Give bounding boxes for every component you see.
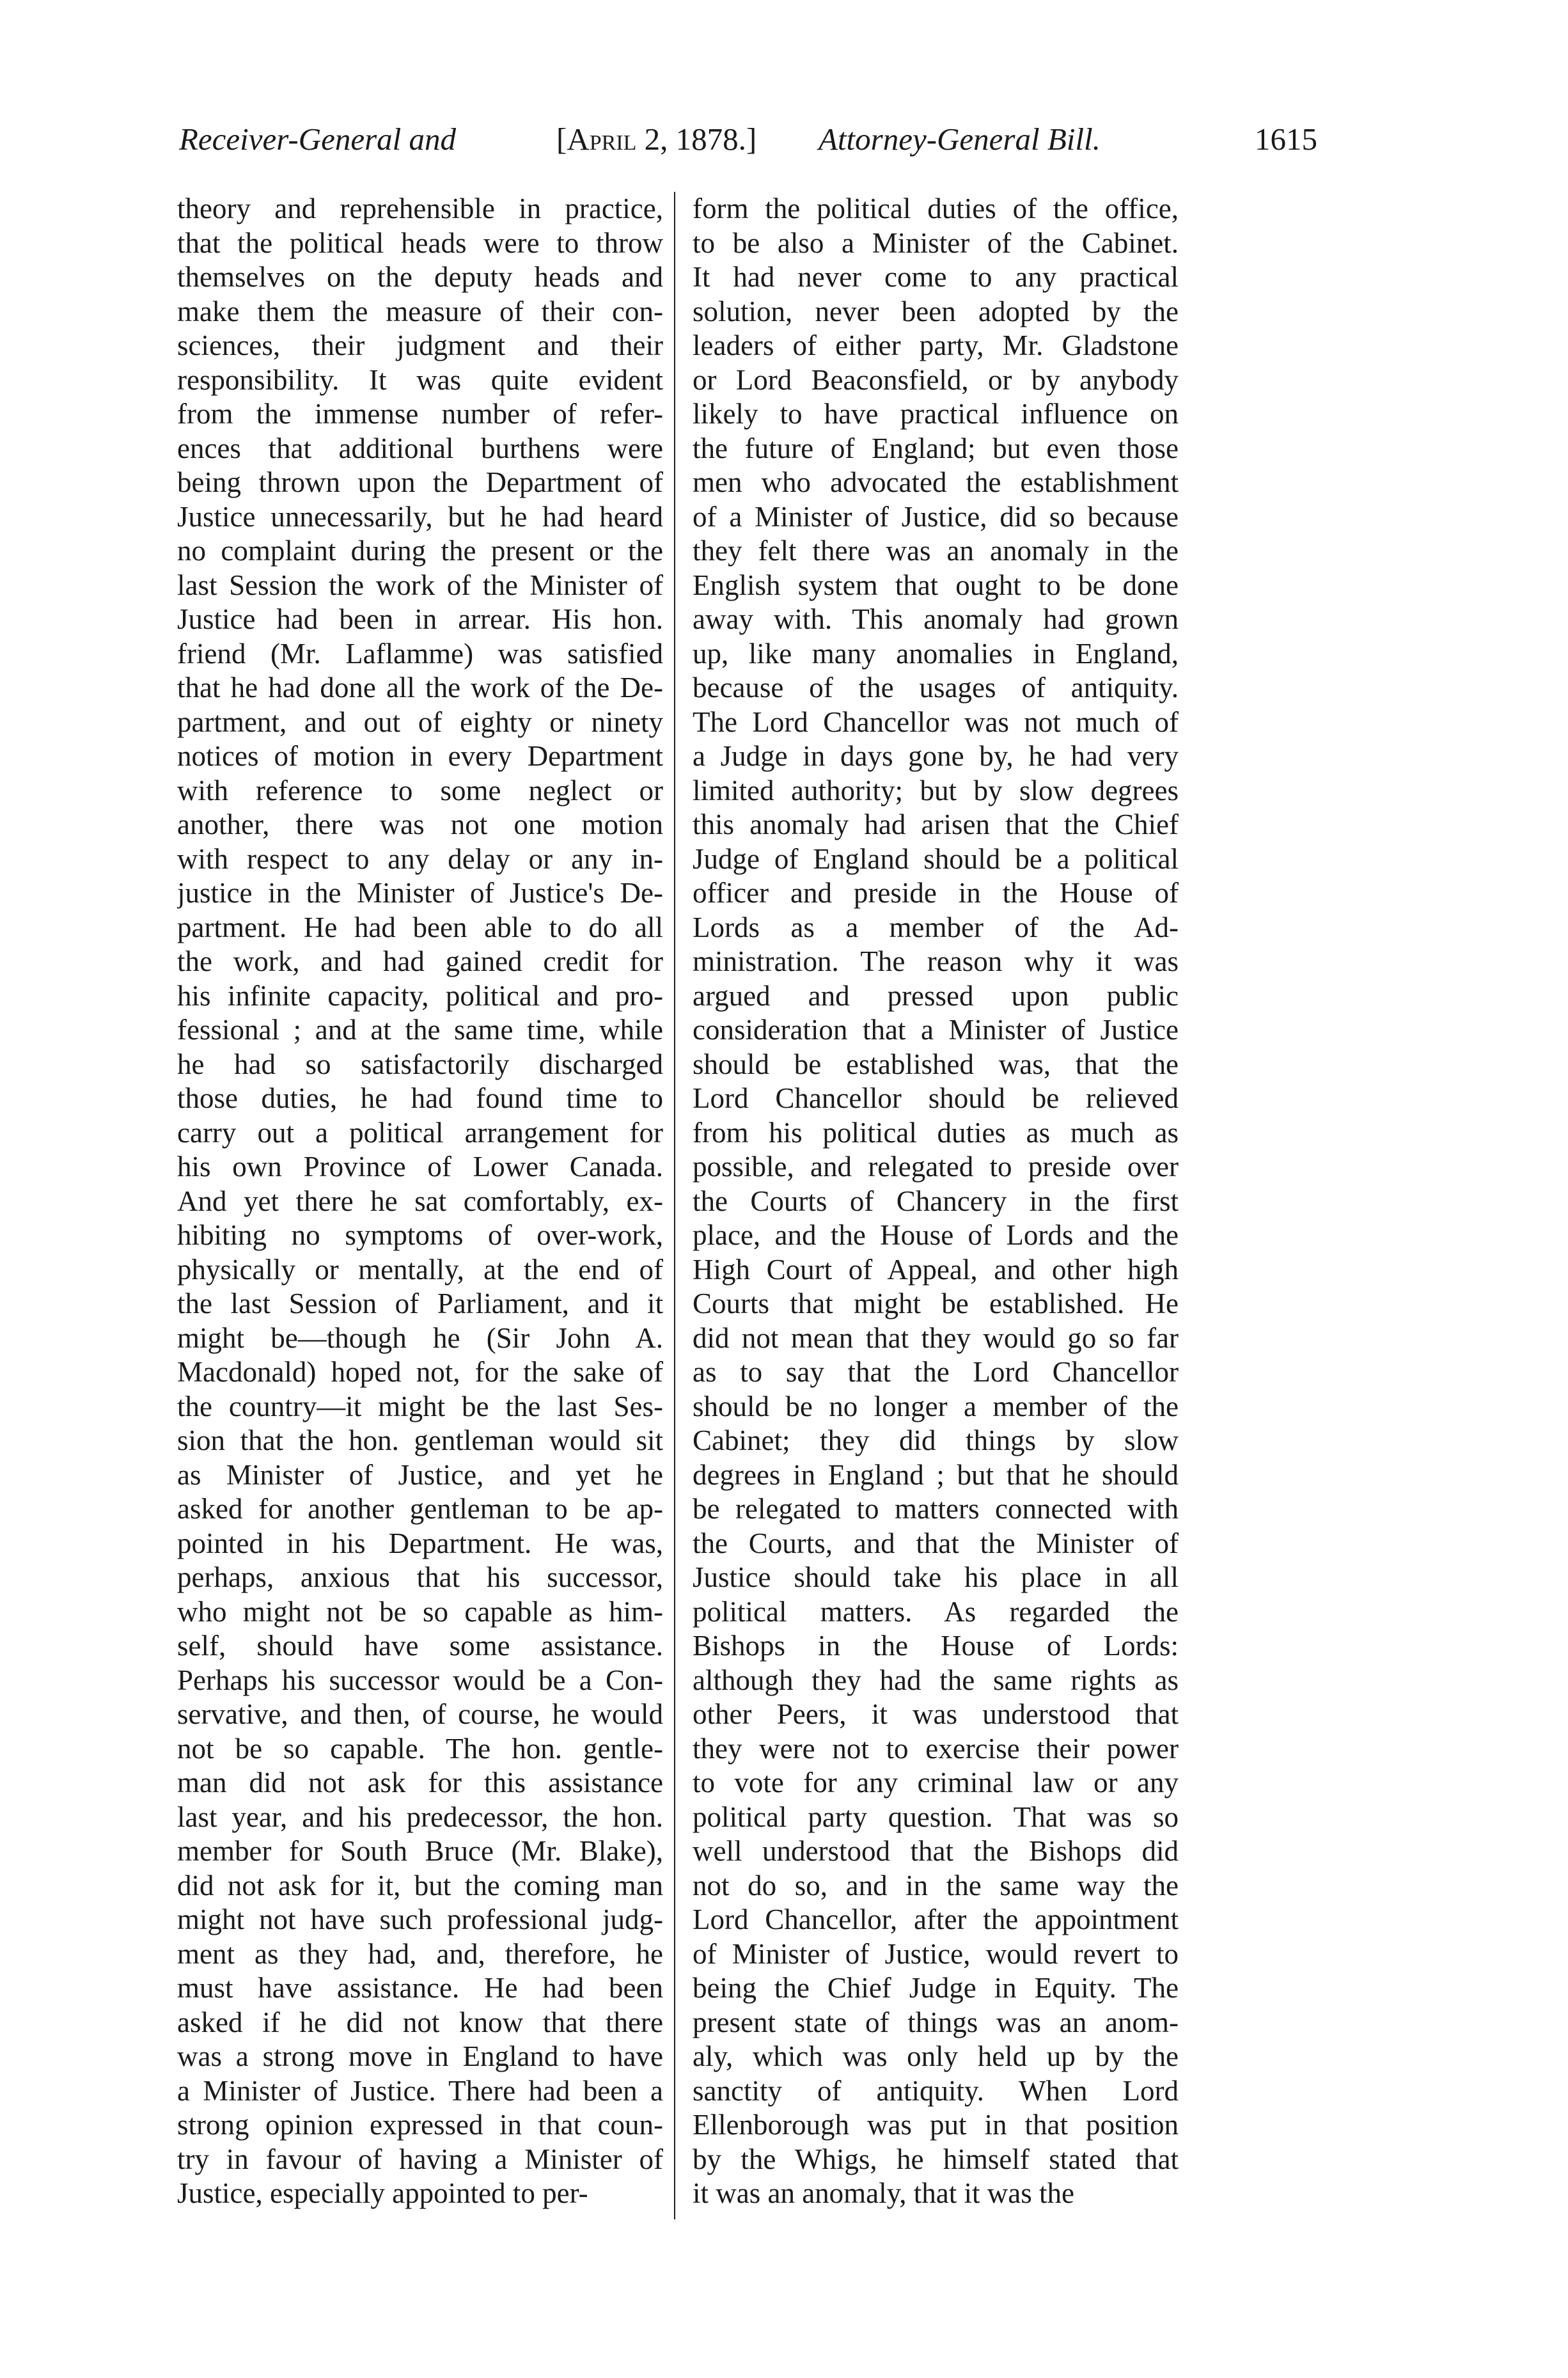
text-line: with reference to some neglect or	[177, 774, 663, 807]
text-line: perhaps, anxious that his successor,	[177, 1561, 663, 1593]
column-divider	[674, 192, 675, 2219]
text-line: although they had the same rights as	[693, 1664, 1179, 1696]
text-line: to vote for any criminal law or any	[693, 1767, 1179, 1799]
text-line: he had so satisfactorily discharged	[177, 1048, 663, 1080]
text-line: Cabinet; they did things by slow	[693, 1424, 1179, 1456]
text-line: they felt there was an anomaly in the	[693, 535, 1179, 567]
text-line: of Minister of Justice, would revert to	[693, 1937, 1179, 1970]
text-line: being thrown upon the Department of	[177, 466, 663, 498]
text-line: not do so, and in the same way the	[693, 1869, 1179, 1902]
text-line: partment, and out of eighty or ninety	[177, 705, 663, 738]
text-line: Lord Chancellor should be relieved	[693, 1082, 1179, 1114]
text-line: away with. This anomaly had grown	[693, 603, 1179, 635]
text-line: present state of things was an anom-	[693, 2006, 1179, 2038]
text-line: argued and pressed upon public	[693, 979, 1179, 1012]
text-line: up, like many anomalies in England,	[693, 637, 1179, 670]
text-line: member for South Bruce (Mr. Blake),	[177, 1835, 663, 1867]
text-line: degrees in England ; but that he should	[693, 1458, 1179, 1491]
text-line: his infinite capacity, political and pro-	[177, 979, 663, 1012]
text-line: self, should have some assistance.	[177, 1630, 663, 1662]
header-left-title: Receiver-General and	[179, 122, 457, 157]
text-line: servative, and then, of course, he would	[177, 1698, 663, 1730]
text-line: sanctity of antiquity. When Lord	[693, 2074, 1179, 2107]
text-line: consideration that a Minister of Justice	[693, 1014, 1179, 1046]
text-line: the Courts of Chancery in the first	[693, 1185, 1179, 1217]
text-line: did not ask for it, but the coming man	[177, 1869, 663, 1902]
text-line: friend (Mr. Laflamme) was satisfied	[177, 637, 663, 670]
header-date-rest: 2, 1878.]	[636, 122, 757, 157]
text-line: man did not ask for this assistance	[177, 1767, 663, 1799]
text-line: the future of England; but even those	[693, 432, 1179, 464]
text-line: aly, which was only held up by the	[693, 2040, 1179, 2072]
left-column	[177, 192, 663, 2211]
text-line: the work, and had gained credit for	[177, 945, 663, 977]
text-line: political party question. That was so	[693, 1800, 1179, 1833]
text-line: sion that the hon. gentleman would sit	[177, 1424, 663, 1456]
text-line: And yet there he sat comfortably, ex-	[177, 1185, 663, 1217]
page-number: 1615	[1255, 122, 1317, 157]
text-line: the last Session of Parliament, and it	[177, 1287, 663, 1319]
text-line: ences that additional burthens were	[177, 432, 663, 464]
running-header	[179, 114, 1317, 165]
header-date-month: April	[567, 122, 637, 157]
text-line: another, there was not one motion	[177, 808, 663, 840]
header-date	[556, 114, 757, 165]
text-line: Courts that might be established. He	[693, 1287, 1179, 1319]
text-line: last Session the work of the Minister of	[177, 569, 663, 601]
text-line: notices of motion in every Department	[177, 740, 663, 772]
text-line: hibiting no symptoms of over-work,	[177, 1219, 663, 1251]
header-date-open: [	[556, 122, 567, 157]
text-line: asked if he did not know that there	[177, 2006, 663, 2038]
text-line: place, and the House of Lords and the	[693, 1219, 1179, 1251]
text-line: limited authority; but by slow degrees	[693, 774, 1179, 807]
text-line: High Court of Appeal, and other high	[693, 1253, 1179, 1286]
text-line: should be no longer a member of the	[693, 1390, 1179, 1422]
text-line: the Courts, and that the Minister of	[693, 1527, 1179, 1559]
text-line: or Lord Beaconsfield, or by anybody	[693, 363, 1179, 396]
text-line: Lords as a member of the Ad-	[693, 911, 1179, 943]
text-line: those duties, he had found time to	[177, 1082, 663, 1114]
text-line: being the Chief Judge in Equity. The	[693, 1972, 1179, 2004]
text-line: from his political duties as much as	[693, 1116, 1179, 1149]
text-line: with respect to any delay or any in-	[177, 842, 663, 875]
text-line: possible, and relegated to preside over	[693, 1151, 1179, 1183]
text-line: strong opinion expressed in that coun-	[177, 2109, 663, 2141]
text-line: not be so capable. The hon. gentle-	[177, 1732, 663, 1765]
text-line: justice in the Minister of Justice's De-	[177, 877, 663, 909]
text-line: ment as they had, and, therefore, he	[177, 1937, 663, 1970]
text-line: no complaint during the present or the	[177, 535, 663, 567]
text-line: as to say that the Lord Chancellor	[693, 1356, 1179, 1388]
right-column	[693, 192, 1179, 2211]
text-line: the country—it might be the last Ses-	[177, 1390, 663, 1422]
text-line: The Lord Chancellor was not much of	[693, 705, 1179, 738]
text-line: partment. He had been able to do all	[177, 911, 663, 943]
text-line: as Minister of Justice, and yet he	[177, 1458, 663, 1491]
text-line: last year, and his predecessor, the hon.	[177, 1800, 663, 1833]
text-line: form the political duties of the office,	[693, 193, 1179, 224]
text-line: of a Minister of Justice, did so because	[693, 500, 1179, 533]
text-line: Judge of England should be a political	[693, 842, 1179, 875]
text-line: Justice unnecessarily, but he had heard	[177, 500, 663, 533]
text-line: who might not be so capable as him-	[177, 1595, 663, 1628]
text-line: sciences, their judgment and their	[177, 329, 663, 361]
text-line: Bishops in the House of Lords:	[693, 1630, 1179, 1662]
text-line: from the immense number of refer-	[177, 398, 663, 430]
text-line: that he had done all the work of the De-	[177, 672, 663, 704]
text-line: was a strong move in England to have	[177, 2040, 663, 2072]
text-line: Justice had been in arrear. His hon.	[177, 603, 663, 635]
text-line: Justice should take his place in all	[693, 1561, 1179, 1593]
text-line: to be also a Minister of the Cabinet.	[693, 226, 1179, 259]
text-line: responsibility. It was quite evident	[177, 363, 663, 396]
text-line: political matters. As regarded the	[693, 1595, 1179, 1628]
text-line: Lord Chancellor, after the appointment	[693, 1903, 1179, 1935]
text-line: leaders of either party, Mr. Gladstone	[693, 329, 1179, 361]
text-line: be relegated to matters connected with	[693, 1493, 1179, 1525]
text-line: Justice, especially appointed to per-	[177, 2177, 588, 2209]
text-line: English system that ought to be done	[693, 569, 1179, 601]
text-line: themselves on the deputy heads and	[177, 261, 663, 293]
text-line: officer and preside in the House of	[693, 877, 1179, 909]
text-line: physically or mentally, at the end of	[177, 1253, 663, 1286]
text-line: ministration. The reason why it was	[693, 945, 1179, 977]
text-line: theory and reprehensible in practice,	[177, 193, 663, 224]
text-line: Perhaps his successor would be a Con-	[177, 1664, 663, 1696]
text-line: because of the usages of antiquity.	[693, 672, 1179, 704]
text-line: his own Province of Lower Canada.	[177, 1151, 663, 1183]
text-line: it was an anomaly, that it was the	[693, 2177, 1074, 2209]
text-line: solution, never been adopted by the	[693, 295, 1179, 327]
text-line: might be—though he (Sir John A.	[177, 1321, 663, 1354]
text-line: fessional ; and at the same time, while	[177, 1014, 663, 1046]
text-line: might not have such professional judg-	[177, 1903, 663, 1935]
text-line: a Minister of Justice. There had been a	[177, 2074, 663, 2107]
text-line: this anomaly had arisen that the Chief	[693, 808, 1179, 840]
text-line: a Judge in days gone by, he had very	[693, 740, 1179, 772]
text-line: that the political heads were to throw	[177, 226, 663, 259]
text-line: should be established was, that the	[693, 1048, 1179, 1080]
text-line: did not mean that they would go so far	[693, 1321, 1179, 1354]
text-line: other Peers, it was understood that	[693, 1698, 1179, 1730]
text-line: pointed in his Department. He was,	[177, 1527, 663, 1559]
text-line: It had never come to any practical	[693, 261, 1179, 293]
text-line: make them the measure of their con-	[177, 295, 663, 327]
text-line: must have assistance. He had been	[177, 1972, 663, 2004]
text-line: well understood that the Bishops did	[693, 1835, 1179, 1867]
text-line: try in favour of having a Minister of	[177, 2143, 663, 2175]
text-line: asked for another gentleman to be ap-	[177, 1493, 663, 1525]
text-line: by the Whigs, he himself stated that	[693, 2143, 1179, 2175]
header-right-title: Attorney-General Bill.	[819, 122, 1101, 157]
text-line: men who advocated the establishment	[693, 466, 1179, 498]
text-line: carry out a political arrangement for	[177, 1116, 663, 1149]
text-line: they were not to exercise their power	[693, 1732, 1179, 1765]
text-line: Ellenborough was put in that position	[693, 2109, 1179, 2141]
text-line: Macdonald) hoped not, for the sake of	[177, 1356, 663, 1388]
text-line: likely to have practical influence on	[693, 398, 1179, 430]
